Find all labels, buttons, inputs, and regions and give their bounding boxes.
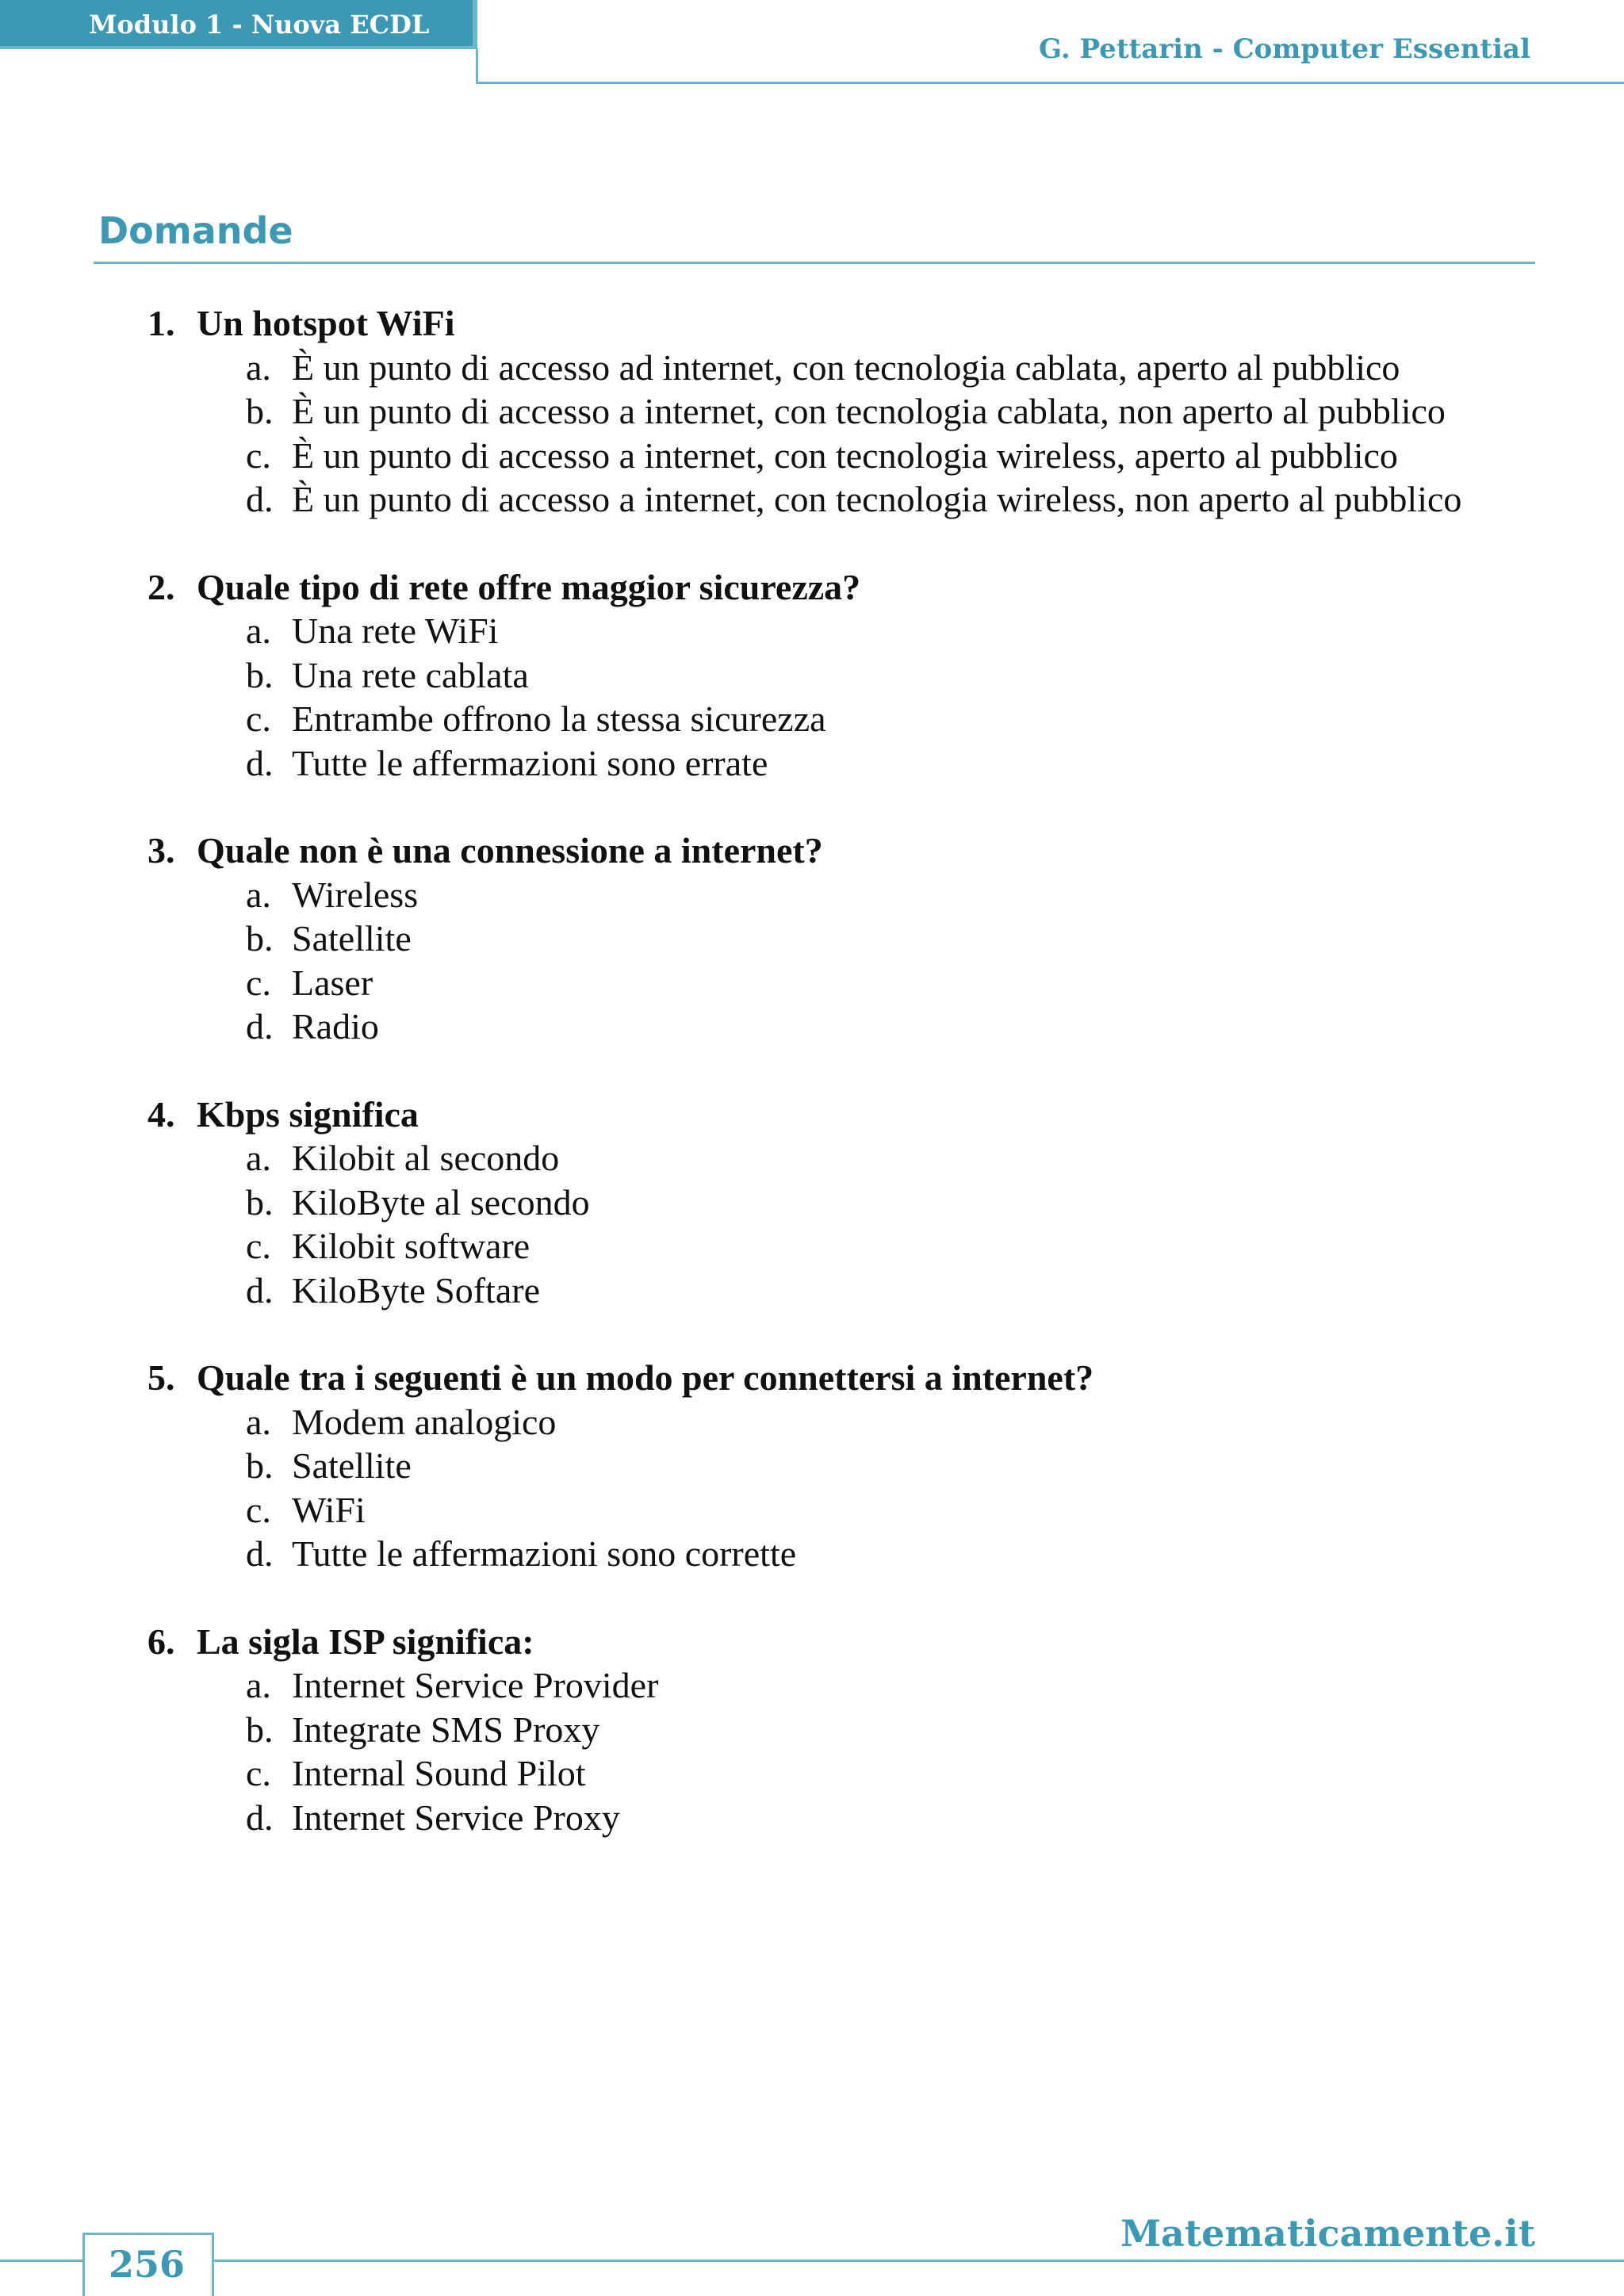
question-4	[147, 1093, 1543, 1313]
answer-list	[147, 1400, 1543, 1576]
answer-text: Internet Service Provider	[292, 1665, 659, 1705]
question-number: 5.	[147, 1357, 175, 1398]
question-heading	[147, 1356, 1543, 1400]
answer-option	[246, 1663, 1543, 1708]
answer-letter: c.	[246, 1753, 271, 1793]
answer-letter: d.	[246, 1006, 274, 1047]
answer-text: Satellite	[292, 918, 412, 959]
answer-option	[246, 741, 1543, 786]
answer-option	[246, 697, 1543, 741]
answer-text: Entrambe offrono la stessa sicurezza	[292, 698, 826, 739]
answer-text: KiloByte Softare	[292, 1269, 540, 1311]
answer-option	[246, 477, 1543, 522]
answer-text: Internet Service Proxy	[292, 1797, 620, 1838]
question-text: Quale tipo di rete offre maggior sicurezza?	[197, 566, 861, 607]
answer-letter: a.	[246, 1138, 271, 1178]
answer-letter: b.	[246, 1709, 274, 1750]
question-text: Quale non è una connessione a internet?	[197, 830, 823, 871]
question-number: 2.	[147, 566, 175, 607]
answer-letter: c.	[246, 1226, 271, 1266]
answer-text: Integrate SMS Proxy	[292, 1709, 600, 1750]
section-divider	[94, 262, 1535, 264]
answer-text: Kilobit software	[292, 1226, 530, 1266]
answer-text: Internal Sound Pilot	[292, 1753, 586, 1793]
footer-divider	[0, 2260, 1624, 2262]
answer-list	[147, 346, 1543, 522]
answer-list	[147, 609, 1543, 785]
answer-option	[246, 1181, 1543, 1225]
footer-brand: Matematicamente.it	[1120, 2212, 1535, 2255]
answer-text: WiFi	[292, 1489, 366, 1530]
question-heading	[147, 301, 1543, 346]
question-heading	[147, 828, 1543, 873]
header-divider-vertical	[476, 49, 478, 84]
question-number: 6.	[147, 1621, 175, 1662]
answer-text: Tutte le affermazioni sono corrette	[292, 1533, 797, 1574]
answer-letter: c.	[246, 1489, 271, 1530]
answer-list	[147, 1663, 1543, 1839]
answer-option	[246, 653, 1543, 698]
answer-text: È un punto di accesso ad internet, con tecnologia cablata, aperto al pubblico	[292, 346, 1400, 388]
answer-text: Radio	[292, 1006, 379, 1047]
answer-letter: c.	[246, 962, 271, 1003]
answer-option	[246, 916, 1543, 961]
answer-option	[246, 961, 1543, 1005]
answer-letter: d.	[246, 1269, 274, 1311]
answer-option	[246, 1224, 1543, 1269]
answer-text: KiloByte al secondo	[292, 1181, 590, 1223]
answer-letter: a.	[246, 1401, 271, 1442]
question-6	[147, 1620, 1543, 1840]
answer-option	[246, 1004, 1543, 1049]
question-heading	[147, 1620, 1543, 1664]
page-number-box	[82, 2233, 214, 2296]
question-2	[147, 565, 1543, 786]
page-number: 256	[109, 2243, 186, 2286]
module-label: Modulo 1 - Nuova ECDL	[89, 10, 430, 40]
answer-text: Tutte le affermazioni sono errate	[292, 742, 768, 783]
question-text: Quale tra i seguenti è un modo per connettersi a internet?	[197, 1357, 1094, 1398]
answer-text: Kilobit al secondo	[292, 1138, 560, 1178]
question-number: 3.	[147, 830, 175, 871]
module-header-tab	[0, 0, 477, 49]
question-text: La sigla ISP significa:	[197, 1621, 534, 1662]
question-heading	[147, 565, 1543, 610]
answer-option	[246, 389, 1543, 434]
answer-option	[246, 873, 1543, 917]
question-heading	[147, 1093, 1543, 1137]
answer-text: È un punto di accesso a internet, con tecnologia wireless, aperto al pubblico	[292, 434, 1398, 476]
question-list	[147, 301, 1543, 1883]
answer-letter: d.	[246, 479, 274, 519]
answer-text: Una rete WiFi	[292, 610, 499, 651]
answer-option	[246, 1400, 1543, 1445]
answer-option	[246, 1708, 1543, 1752]
answer-letter: d.	[246, 1797, 274, 1838]
answer-option	[246, 346, 1543, 390]
answer-text: Satellite	[292, 1445, 412, 1486]
section-title: Domande	[98, 209, 293, 252]
answer-list	[147, 873, 1543, 1049]
answer-letter: d.	[246, 742, 274, 783]
answer-option	[246, 1444, 1543, 1488]
answer-letter: a.	[246, 610, 271, 651]
answer-text: Laser	[292, 962, 373, 1003]
answer-letter: b.	[246, 654, 274, 695]
answer-option	[246, 1796, 1543, 1840]
question-text: Un hotspot WiFi	[197, 303, 455, 343]
question-number: 4.	[147, 1093, 175, 1135]
answer-text: Modem analogico	[292, 1401, 557, 1442]
answer-letter: d.	[246, 1533, 274, 1574]
answer-option	[246, 434, 1543, 478]
question-1	[147, 301, 1543, 522]
answer-list	[147, 1136, 1543, 1312]
answer-text: Wireless	[292, 874, 419, 915]
answer-text: Una rete cablata	[292, 654, 529, 695]
question-number: 1.	[147, 303, 175, 343]
answer-letter: a.	[246, 1665, 271, 1705]
answer-letter: c.	[246, 434, 271, 476]
question-5	[147, 1356, 1543, 1576]
answer-letter: b.	[246, 391, 274, 431]
answer-text: È un punto di accesso a internet, con tecnologia cablata, non aperto al pubblico	[292, 391, 1446, 431]
answer-letter: b.	[246, 918, 274, 959]
answer-letter: b.	[246, 1181, 274, 1223]
answer-option	[246, 1751, 1543, 1796]
answer-text: È un punto di accesso a internet, con tecnologia wireless, non aperto al pubblico	[292, 479, 1462, 519]
answer-letter: a.	[246, 346, 271, 388]
answer-option	[246, 1136, 1543, 1181]
question-text: Kbps significa	[197, 1093, 419, 1135]
author-label: G. Pettarin - Computer Essential	[1039, 33, 1530, 65]
answer-option	[246, 1488, 1543, 1533]
answer-letter: c.	[246, 698, 271, 739]
answer-letter: b.	[246, 1445, 274, 1486]
answer-letter: a.	[246, 874, 271, 915]
answer-option	[246, 1532, 1543, 1576]
answer-option	[246, 1269, 1543, 1313]
question-3	[147, 828, 1543, 1049]
answer-option	[246, 609, 1543, 653]
header-divider	[476, 82, 1624, 84]
